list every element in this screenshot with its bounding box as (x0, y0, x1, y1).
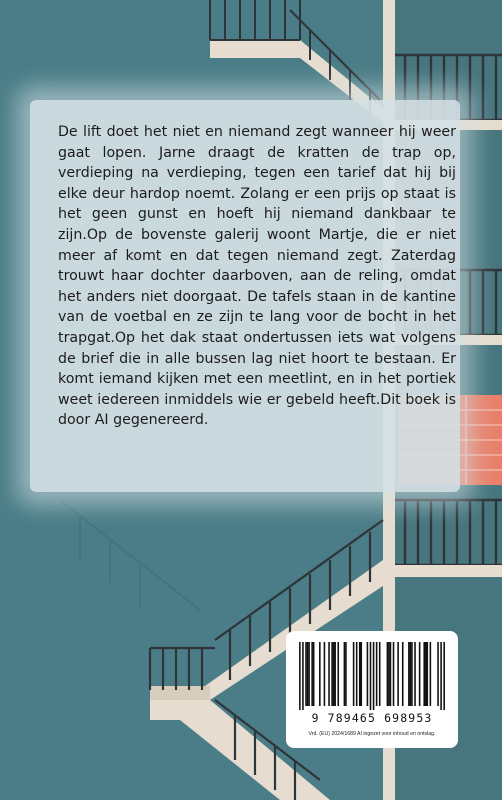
barcode-bar (393, 642, 395, 706)
barcode-bar (311, 642, 313, 706)
barcode-bar (324, 642, 326, 706)
barcode-bar (337, 642, 339, 706)
barcode-bar (430, 642, 432, 706)
barcode-bar (437, 642, 439, 706)
barcode-bar (376, 642, 378, 706)
barcode-bar (307, 642, 309, 706)
barcode-bar (390, 642, 392, 706)
isbn-digits: 9 789465 698953 (311, 711, 433, 725)
barcode-bar (379, 642, 381, 706)
barcode-bar (319, 642, 321, 706)
barcode-bar (440, 642, 442, 710)
barcode-box (286, 631, 458, 748)
barcode-bar (397, 642, 399, 706)
barcode-bar (299, 642, 301, 710)
barcode-bar (360, 642, 362, 706)
barcode-bar (313, 642, 315, 706)
blurb-text: De lift doet het niet en niemand zegt wanneer hij weer gaat lopen. Jarne draagt de kratten de trap op, verdieping na verdieping, tegen een tarief dat hij bij elke deur hardop noemt. Zolang er een prijs op staat is het geen gunst en hoeft hij niemand dankbaar te zijn.Op de bovenste galerij woont Martje, die er niet meer af komt en dat tegen niemand zegt. Zaterdag trouwt haar dochter daarboven, aan de reling, omdat het anders niet doorgaat. De tafels staan in de kantine van de voetbal en ze zijn te lang voor de bocht in het trapgat.Op het dak staat ondertussen iets wat volgens de brief die in alle bussen lag niet hoort te bestaan. Er komt iemand kijken met een meetlint, en in het portiek weet iedereen inmiddels wie er gebeld heeft.Dit boek is door AI gegenereerd. (58, 124, 456, 429)
barcode-bar (411, 642, 413, 706)
barcode-bar (402, 642, 404, 706)
barcode-bar (344, 642, 346, 706)
barcode-bar (388, 642, 390, 706)
barcode-bar (367, 642, 369, 706)
barcode-bar (345, 642, 347, 706)
barcode-bar (334, 642, 336, 706)
barcode-bar (302, 642, 304, 710)
barcode-bar (370, 642, 372, 710)
barcode-bar (359, 642, 361, 706)
barcode-bar (308, 642, 310, 706)
barcode-bar (408, 642, 410, 706)
barcode-bar (419, 642, 421, 706)
barcode-bar (414, 642, 416, 706)
isbn-barcode (296, 642, 448, 710)
legal-notice: Vrd. (EU) 2024/1689 AI ingezet voor inhoud en ontslag. (308, 731, 436, 737)
barcode-bar (305, 642, 307, 706)
barcode-bar (331, 642, 333, 706)
barcode-bar (356, 642, 358, 706)
barcode-bar (333, 642, 335, 706)
barcode-bar (387, 642, 389, 706)
barcode-bar (353, 642, 355, 706)
barcode-bar (427, 642, 429, 706)
barcode-bar (443, 642, 445, 710)
barcode-bar (410, 642, 412, 706)
barcode-bar (425, 642, 427, 706)
barcode-bar (423, 642, 425, 706)
barcode-bar (373, 642, 375, 710)
barcode-bar (328, 642, 330, 706)
